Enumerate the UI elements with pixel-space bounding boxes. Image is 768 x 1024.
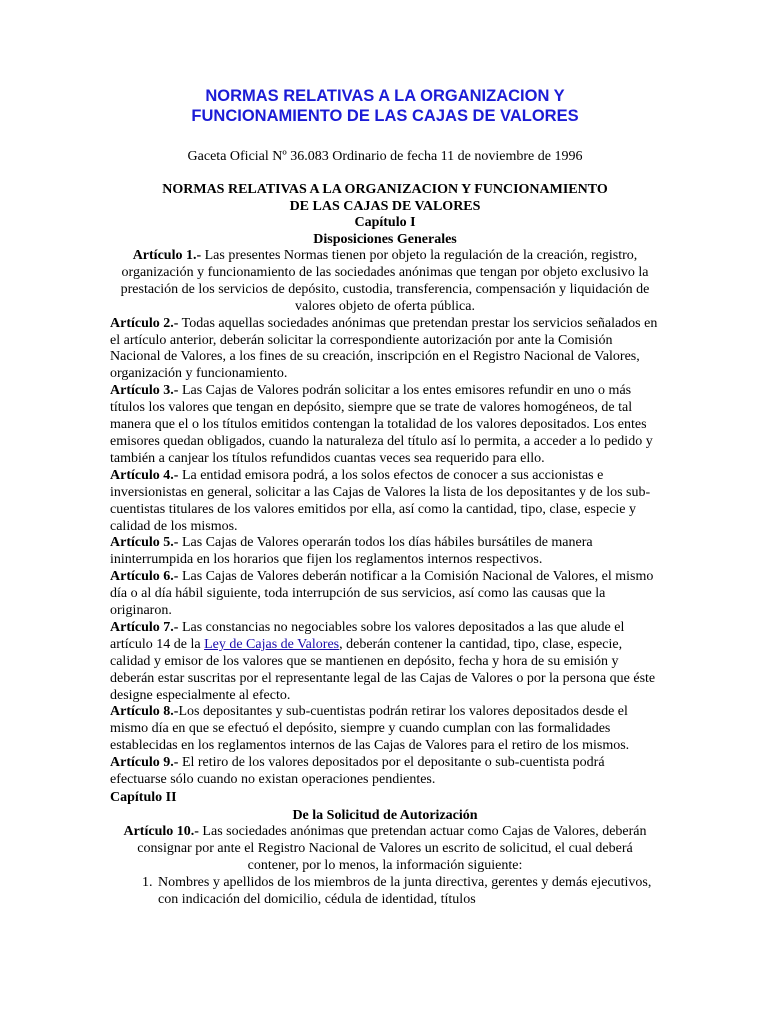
article-label: Artículo 7.- [110,619,179,635]
article-5 [110,535,660,569]
chapter-1-subtitle: Disposiciones Generales [313,231,457,247]
article-3 [110,383,660,468]
gazette-reference: Gaceta Oficial Nº 36.083 Ordinario de fecha 11 de noviembre de 1996 [187,149,583,164]
article-label: Artículo 2.- [110,315,179,331]
article-label: Artículo 1.- [132,248,202,263]
article-text: Los depositantes y sub-cuentistas podrán retirar los valores depositados desde el mismo día en que se efectuó el depósito, siempre y cuando cumplan con las formalidades establecidas en los reglamentos internos de las Cajas de Valores para el retiro de los mismos. [110,704,630,754]
article-text: Las Cajas de Valores operarán todos los días hábiles bursátiles de manera ininterrumpida en los horarios que fijen los reglamentos internos respectivos. [110,535,593,568]
article-1 [110,248,660,316]
article-9 [110,755,660,789]
article-4 [110,468,660,536]
document-title [110,86,660,126]
chapter-2-title: Capítulo II [110,790,177,805]
chapter-1-title: Capítulo I [354,215,416,230]
article-text: La entidad emisora podrá, a los solos efectos de conocer a sus accionistas e inversionistas en general, solicitar a las Cajas de Valores la lista de los depositantes y de los sub-cuentistas titulares de los valores emitidos por ella, así como la cantidad, tipo, clase, especie y calidad de los mismos. [110,467,651,534]
article-label: Artículo 8.- [110,704,179,720]
article-text: , deberán contener la cantidad, tipo, clase, especie, calidad y emisor de los valores que se mantienen en depósito, fecha y hora de su emisión y deberán estar suscritas por el representante legal de las Cajas de Valores o por la persona que éste designe especialmente al efecto. [110,636,656,703]
article-label: Artículo 5.- [110,535,179,551]
law-heading [110,182,660,248]
article-text: El retiro de los valores depositados por el depositante o sub-cuentista podrá efectuarse sólo cuando no existan operaciones pendientes. [110,755,605,788]
article-label: Artículo 3.- [110,383,179,399]
law-heading-line2: DE LAS CAJAS DE VALORES [289,198,481,214]
article-6 [110,569,660,620]
list-item: 1. Nombres y apellidos de los miembros de la junta directiva, gerentes y demás ejecutivos, con indicación del domicilio, cédula de identidad, títulos [156,875,660,909]
article-text: Todas aquellas sociedades anónimas que pretendan prestar los servicios señalados en el artículo anterior, deberán solicitar la correspondiente autorización por ante la Comisión Nacional de Valores, a los fines de su creación, inscripción en el Registro Nacional de Valores, organización y funcionamiento. [110,315,658,382]
article-label: Artículo 9.- [110,755,179,771]
article-2 [110,316,660,384]
article-text: Las Cajas de Valores deberán notificar a la Comisión Nacional de Valores, el mismo día o al día hábil siguiente, toda interrupción de sus servicios, así como las causas que la originaron. [110,569,654,619]
article-text: Las Cajas de Valores podrán solicitar a los entes emisores refundir en uno o más títulos los valores que tengan en depósito, siempre que se trate de valores homogéneos, de tal manera que el o los títulos emitidos contengan la totalidad de los valores depositados. Los entes emisores quedan obligados, cuando la naturaleza del título así lo permita, a acceder a lo pedido y también a canjear los títulos refundidos cuantas veces sea requerido para ello. [110,383,653,466]
article-label: Artículo 6.- [110,569,179,585]
article-text: Las sociedades anónimas que pretendan actuar como Cajas de Valores, deberán consignar por ante el Registro Nacional de Valores un escrito de solicitud, el cual deberá contener, por lo menos, la información siguiente: [137,824,647,873]
document-page [110,86,660,909]
article-label: Artículo 10.- [123,824,199,839]
document-title-line2: FUNCIONAMIENTO DE LAS CAJAS DE VALORES [191,107,579,125]
article-text: Las constancias no negociables sobre los valores depositados a las que alude el artículo 14 de la [110,619,625,652]
article-8 [110,704,660,755]
article-10 [110,824,660,875]
article-text: Las presentes Normas tienen por objeto la regulación de la creación, registro, organización y funcionamiento de las sociedades anónimas que tengan por objeto exclusivo la prestación de los servicios de depósito, custodia, transferencia, compensación y liquidación de valores objeto de oferta pública. [120,248,650,314]
article-label: Artículo 4.- [110,467,179,483]
document-title-line1: NORMAS RELATIVAS A LA ORGANIZACION Y [205,87,565,105]
requirements-list [110,875,660,909]
ley-cajas-de-valores-link[interactable]: Ley de Cajas de Valores [204,636,340,652]
chapter-2-subtitle: De la Solicitud de Autorización [292,808,478,823]
article-7 [110,620,660,705]
law-heading-line1: NORMAS RELATIVAS A LA ORGANIZACION Y FUNCIONAMIENTO [162,182,608,197]
